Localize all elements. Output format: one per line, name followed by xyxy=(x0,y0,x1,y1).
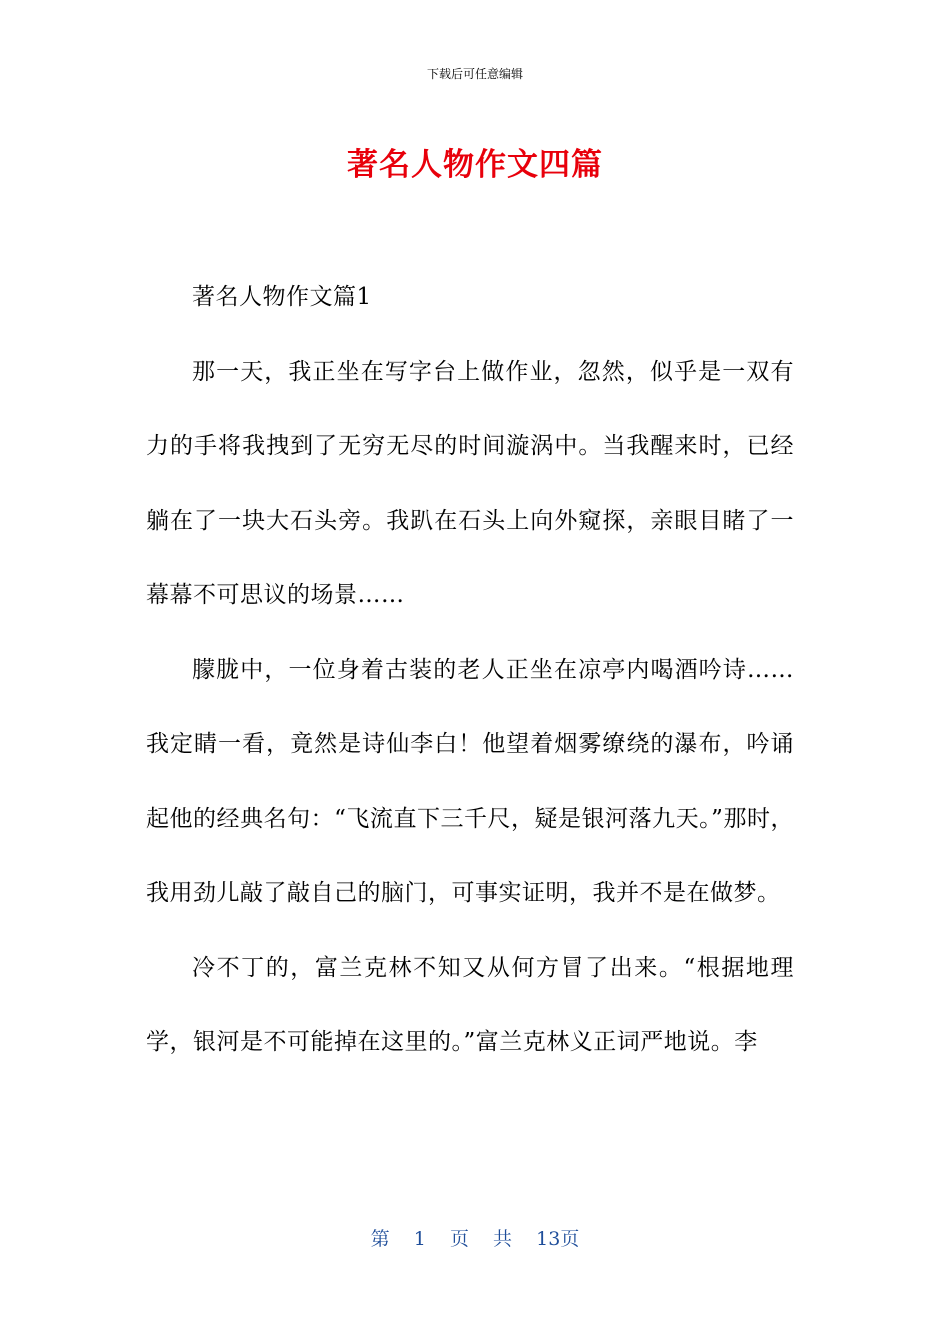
header-note: 下载后可任意编辑 xyxy=(426,67,523,81)
footer-page-word: 页 xyxy=(449,1228,469,1250)
total-pages: 13页 xyxy=(536,1228,580,1250)
section-heading: 著名人物作文篇1 xyxy=(192,284,372,310)
current-page-number: 1 xyxy=(413,1228,426,1250)
paragraph: 那一天，我正坐在写字台上做作业，忽然，似乎是一双有力的手将我拽到了无穷无尽的时间漩涡中。当我醒来时，已经躺在了一块大石头旁。我趴在石头上向外窥探，亲眼目睹了一幕幕不可思议的场景…… xyxy=(146,358,794,608)
document-body xyxy=(146,260,794,1080)
page-footer xyxy=(0,1226,950,1252)
paragraph: 朦胧中，一位身着古装的老人正坐在凉亭内喝酒吟诗……我定睛一看，竟然是诗仙李白！他望着烟雾缭绕的瀑布，吟诵起他的经典名句：“飞流直下三千尺，疑是银河落九天。”那时，我用劲儿敲了敲自己的脑门，可事实证明，我并不是在做梦。 xyxy=(146,656,794,906)
footer-prefix: 第 xyxy=(370,1228,390,1250)
paragraph: 冷不丁的，富兰克林不知又从何方冒了出来。“根据地理学，银河是不可能掉在这里的。”富兰克林义正词严地说。李 xyxy=(146,954,794,1055)
footer-total-prefix: 共 xyxy=(493,1228,513,1250)
document-title: 著名人物作文四篇 xyxy=(347,147,603,183)
